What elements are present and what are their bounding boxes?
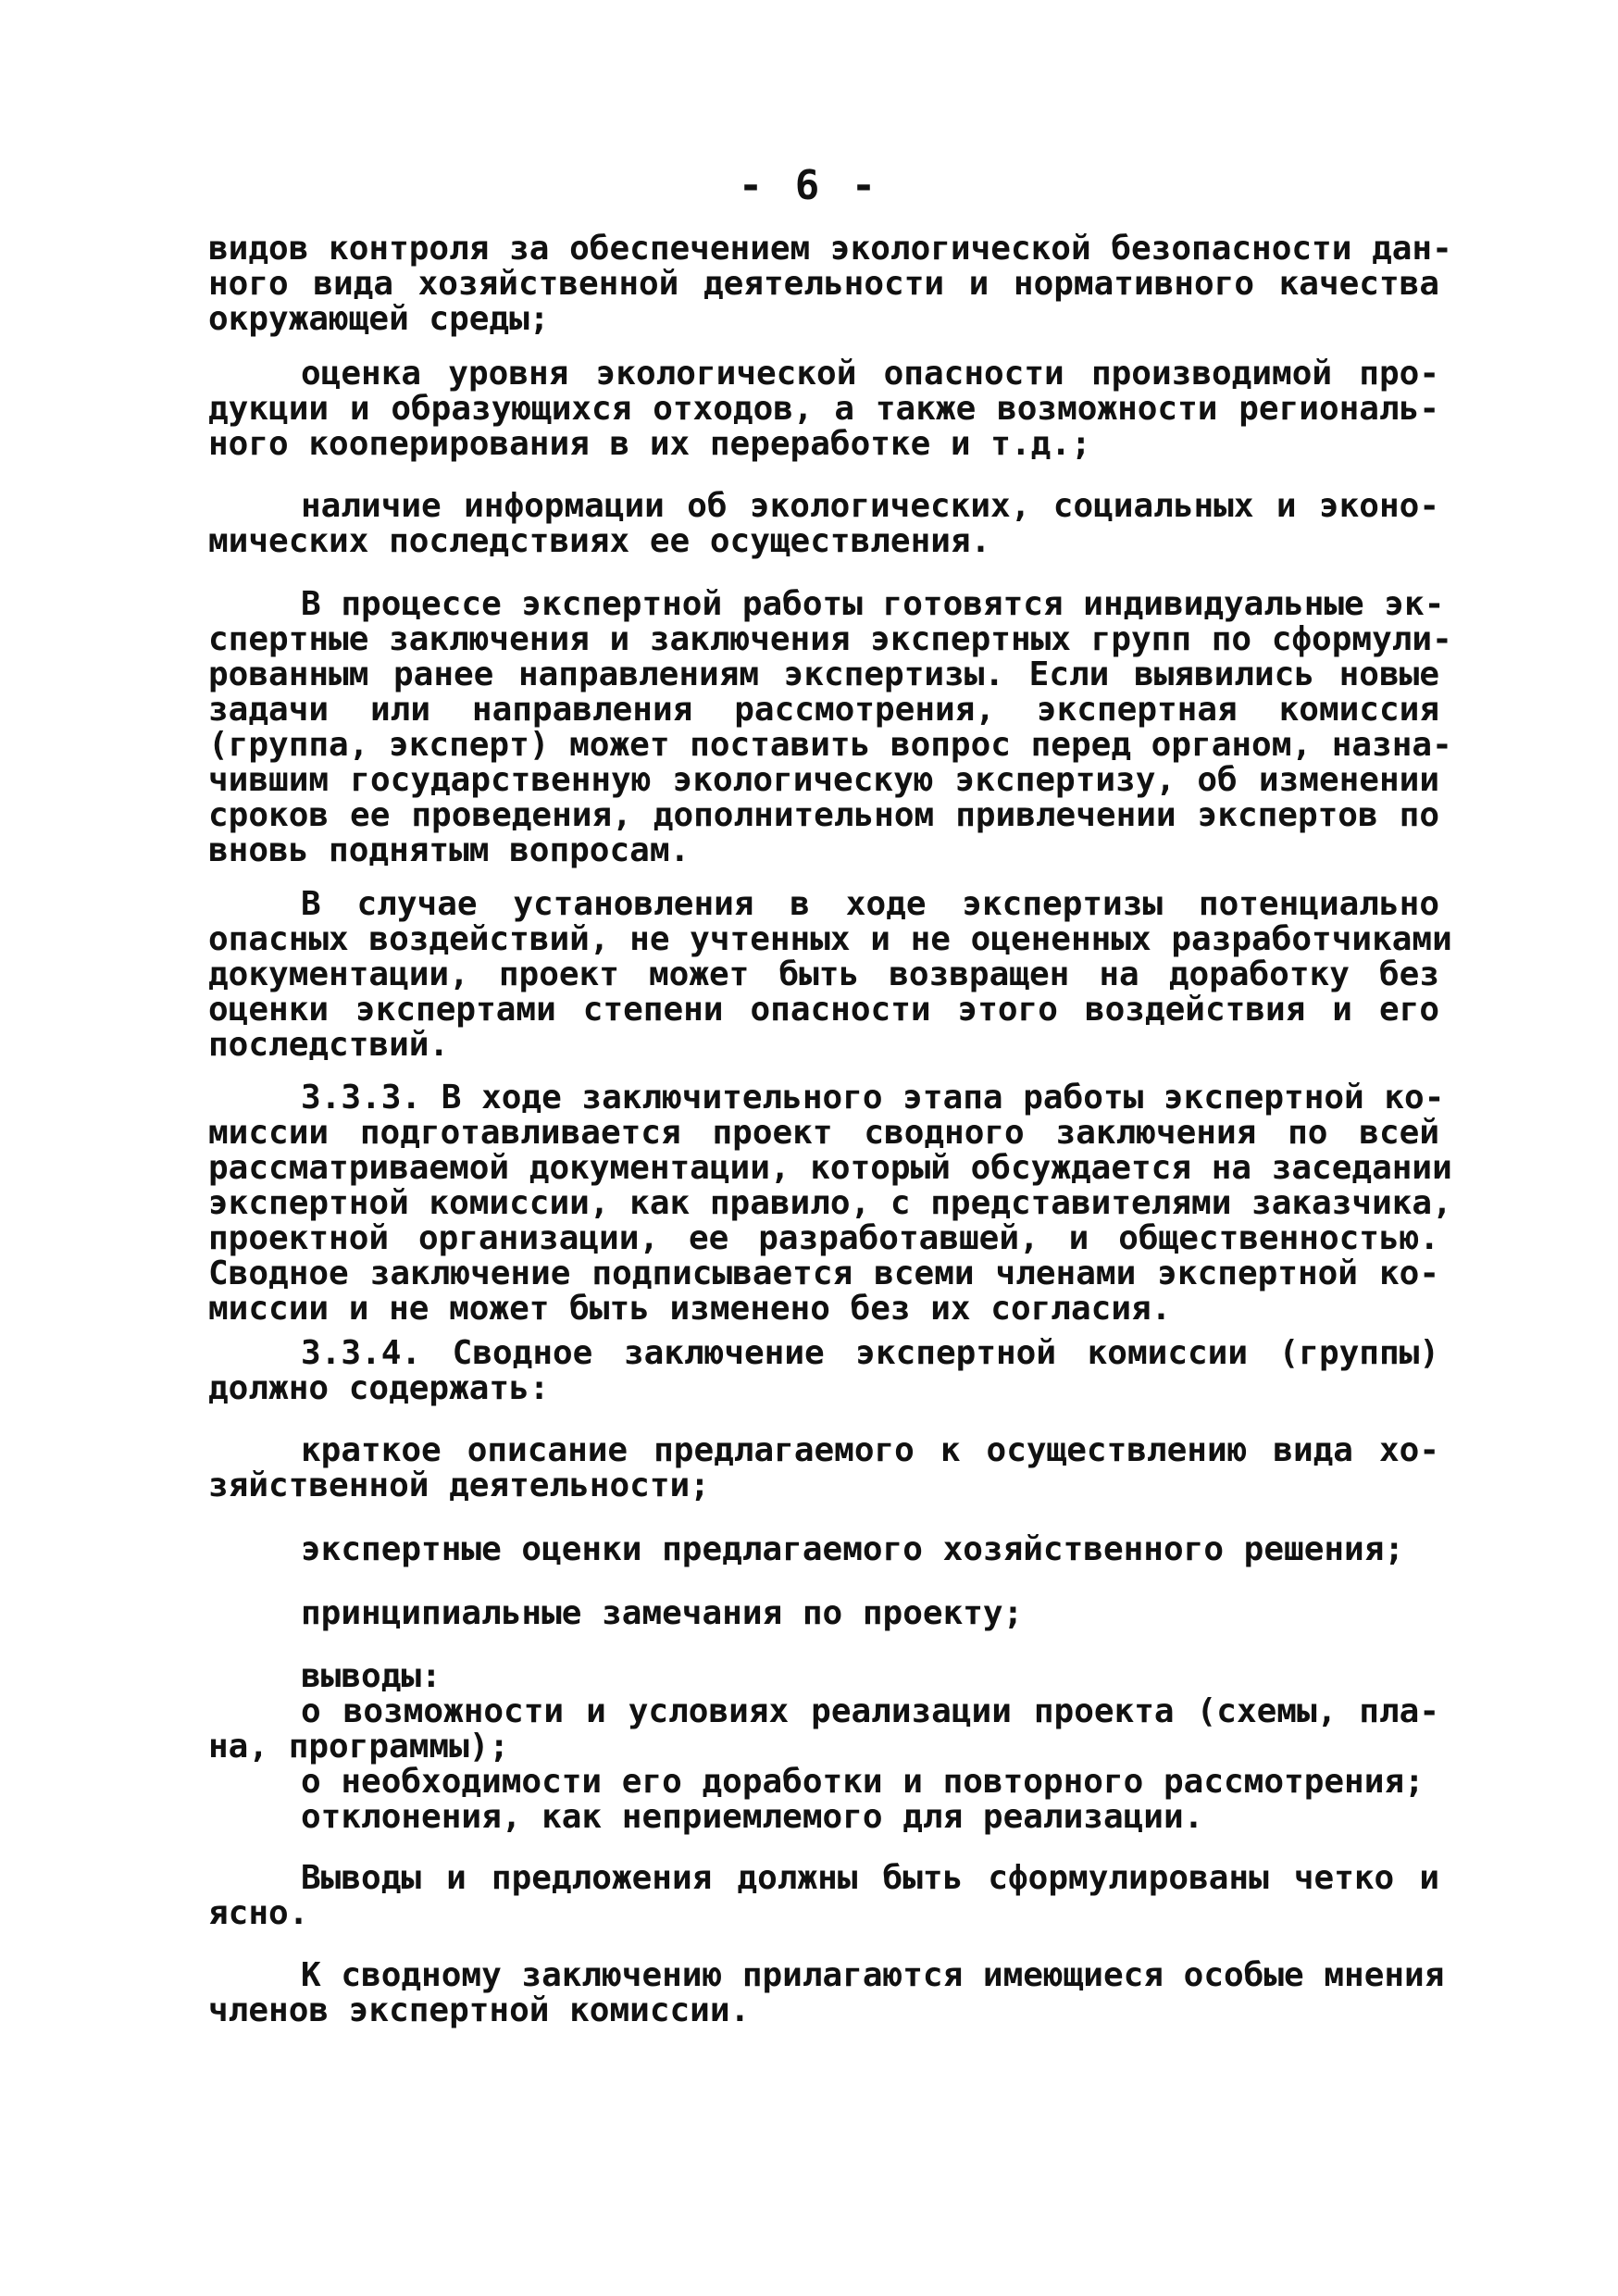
text-line: ясно. [208,1894,309,1932]
text-line: чившим государственную экологическую экспертизу, об изменении [208,761,1439,799]
text-line: ного кооперирования в их переработке и т.д.; [208,425,1091,463]
text-line: миссии и не может быть изменено без их согласия. [208,1290,1172,1328]
text-line: экспертные оценки предлагаемого хозяйственного решения; [301,1530,1405,1568]
text-line: о возможности и условиях реализации проекта (схемы, пла- [301,1692,1439,1730]
text-line: задачи или направления рассмотрения, экспертная комиссия [208,691,1439,729]
paragraph-3 [208,489,1439,559]
text-line: оценка уровня экологической опасности производимой про- [301,355,1439,393]
paragraph-4 [208,585,1452,869]
text-line: 3.3.3. В ходе заключительного этапа работы экспертной ко- [301,1079,1445,1117]
text-line: 3.3.4. Сводное заключение экспертной комиссии (группы) [301,1334,1439,1372]
paragraph-1 [208,230,1452,338]
text-line: наличие информации об экологических, социальных и эконо- [301,487,1439,525]
text-line: выводы: [301,1657,442,1695]
text-line: вновь поднятым вопросам. [208,831,691,869]
paragraph-13 [208,1956,1445,2029]
text-line: принципиальные замечания по проекту; [301,1594,1024,1632]
text-line: К сводному заключению прилагаются имеющиеся особые мнения [301,1956,1445,1994]
text-line: экспертной комиссии, как правило, с представителями заказчика, [208,1184,1452,1222]
text-line: зяйственной деятельности; [208,1466,710,1504]
paragraph-2 [208,356,1439,462]
text-line: Сводное заключение подписывается всеми членами экспертной ко- [208,1254,1439,1292]
text-line: мических последствиях ее осуществления. [208,522,991,560]
text-line: на, программы); [208,1728,510,1766]
paragraph-7 [208,1336,1439,1406]
text-line: видов контроля за обеспечением экологической безопасности дан- [208,230,1452,268]
text-line: членов экспертной комиссии. [208,1991,751,2029]
page-number: - 6 - [738,162,880,209]
text-line: сроков ее проведения, дополнительном привлечении экспертов по [208,796,1439,834]
text-line: о необходимости его доработки и повторного рассмотрения; [301,1763,1425,1801]
text-line: последствий. [208,1026,450,1064]
text-line: проектной организации, ее разработавшей, и общественностью. [208,1219,1439,1257]
text-line: спертные заключения и заключения экспертных групп по сформули- [208,620,1452,658]
text-line: отклонения, как неприемлемого для реализации. [301,1798,1204,1836]
text-line: оценки экспертами степени опасности этого воздействия и его [208,991,1439,1029]
paragraph-9 [208,1532,1439,1567]
text-line: Выводы и предложения должны быть сформулированы четко и [301,1859,1439,1897]
paragraph-5 [208,885,1452,1064]
text-line: опасных воздействий, не учтенных и не оцененных разработчиками [208,920,1452,958]
text-line: (группа, эксперт) может поставить вопрос перед органом, назна- [208,726,1452,764]
text-line: В случае установления в ходе экспертизы потенциально [301,885,1439,923]
text-line: ного вида хозяйственной деятельности и нормативного качества [208,265,1439,303]
text-line: краткое описание предлагаемого к осуществлению вида хо- [301,1431,1439,1469]
paragraph-8 [208,1433,1439,1504]
text-line: документации, проект может быть возвращен на доработку без [208,955,1439,993]
paragraph-10 [208,1596,1439,1631]
text-line: миссии подготавливается проект сводного заключения по всей [208,1114,1439,1152]
text-line: должно содержать: [208,1369,550,1407]
text-line: дукции и образующихся отходов, а также возможности региональ- [208,390,1439,428]
text-line: В процессе экспертной работы готовятся индивидуальные эк- [301,585,1445,623]
text-line: окружающей среды; [208,300,550,338]
paragraph-6 [208,1079,1452,1328]
paragraph-12 [208,1861,1439,1931]
conclusions-list [208,1659,1439,1835]
text-line: рованным ранее направлениям экспертизы. Если выявились новые [208,655,1439,693]
text-line: рассматриваемой документации, который обсуждается на заседании [208,1149,1452,1187]
